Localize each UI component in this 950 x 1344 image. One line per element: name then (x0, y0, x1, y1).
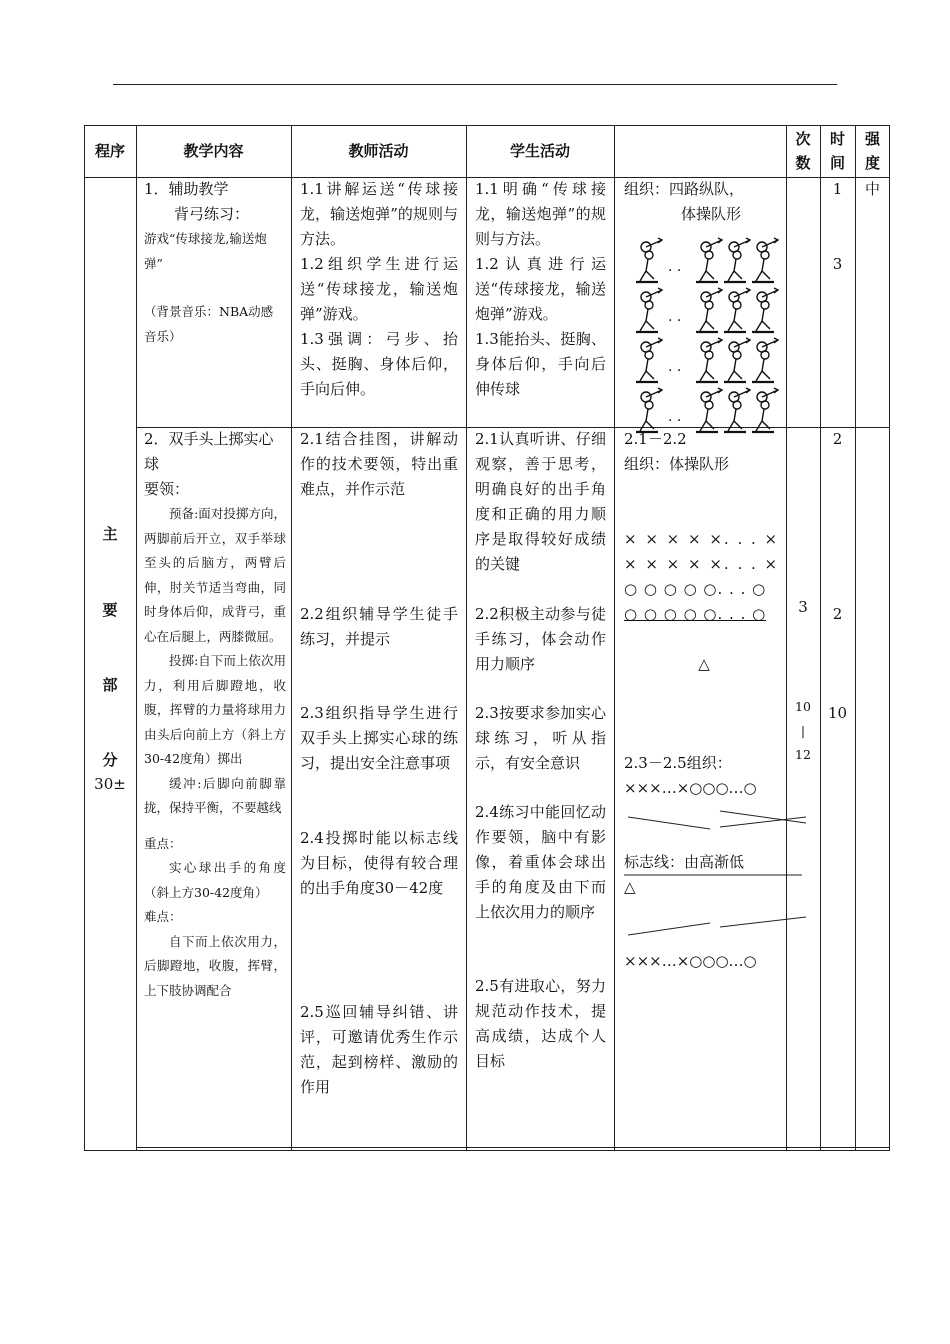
header-content: 教学内容 (183, 142, 244, 160)
row2-count-b: 10 (795, 699, 811, 714)
row2-student-5: 2.5有进取心，努力规范动作技术，提高成绩，达成个人目标 (475, 977, 606, 1070)
row1-org-title: 组织：四路纵队， (624, 180, 745, 198)
throw-line-row: ×××…×○○○…○ (624, 952, 757, 970)
o-row: ○ ○ ○ ○ ○. . . ○ (624, 580, 767, 598)
mark-lines-top (624, 805, 809, 845)
student-figure-icon (724, 288, 750, 332)
row2-student-1: 2.1认真听讲、仔细观察，善于思考，明确良好的出手角度和正确的用力顺序是取得较好成绩的关键 (475, 430, 606, 573)
row2-teacher-2: 2.2组织辅导学生徒手练习，并提示 (300, 605, 458, 648)
row2-throw: 投掷:自下而上依次用力，利用后脚蹬地，收腹，挥臂的力量将球用力由头后向前上方（斜上方30-42度角）掷出 (144, 653, 286, 766)
student-figure-icon (724, 388, 750, 432)
student-figure-icon (752, 288, 778, 332)
lesson-plan-table (84, 125, 890, 1151)
row2-title: 2．双手头上掷实心球 (144, 430, 274, 473)
row2-focus: 实心球出手的角度（斜上方30-42度角） (144, 860, 286, 900)
header-teacher: 教师活动 (348, 142, 409, 160)
row2-count-a: 3 (798, 598, 808, 616)
row2-teacher-4: 2.4投掷时能以标志线为目标，使得有较合理的出手角度30－42度 (300, 829, 458, 897)
row2-prep: 预备:面对投掷方向，两脚前后开立，双手举球至头的后脑方，两臂后伸，肘关节适当弯曲，同时身体后仰，成背弓，重心在后腿上，两膝微屈。 (144, 506, 286, 644)
student-figure-icon (636, 338, 662, 382)
header-intensity: 强度 (864, 130, 880, 172)
col-divider (855, 125, 856, 1151)
student-figure-icon (636, 388, 662, 432)
row2-student-2: 2.2积极主动参与徒手练习，体会动作用力顺序 (475, 605, 606, 673)
row2-teacher-5: 2.5巡回辅导纠错、讲评，可邀请优秀生作示范，起到榜样、激励的作用 (300, 1003, 458, 1096)
row1-teacher-item: 1.3强调：弓步、抬头、挺胸、身体后仰，手向后伸。 (300, 330, 458, 398)
mark-line-underline (624, 873, 804, 877)
row1-times: 1 (832, 180, 843, 198)
row2-count-sep: | (800, 723, 806, 738)
row1-title: 1．辅助教学 (144, 180, 229, 198)
section-char: 主 (102, 525, 118, 543)
row2-time-c: 10 (827, 704, 848, 722)
row2-org-title: 组织：体操队形 (624, 455, 730, 473)
row2-content (144, 427, 286, 1003)
x-row: × × × × ×. . . × (624, 530, 780, 548)
table-left-border (84, 125, 85, 1151)
student-figure-icon (636, 288, 662, 332)
student-figure-icon (752, 388, 778, 432)
row2-student-3: 2.3按要求参加实心球练习，听从指示，有安全意识 (475, 704, 606, 772)
o-row: ○ ○ ○ ○ ○. . . ○ (624, 605, 767, 623)
row2-time-b: 2 (832, 605, 843, 623)
header-rule (113, 84, 837, 85)
formation-ellipsis: . . (668, 359, 682, 375)
row2-buffer: 缓冲:后脚向前脚靠拢，保持平衡，不要越线 (144, 775, 286, 815)
row1-music: （背景音乐：NBA动感音乐） (144, 304, 274, 344)
student-figure-icon (696, 388, 722, 432)
row1-teacher-item: 1.1讲解运送“传球接龙，输送炮弹”的规则与方法。 (300, 180, 458, 248)
row1-sub: 背弓练习： (174, 205, 250, 223)
section-char: 部 (102, 676, 118, 694)
row1-student-item: 1.2认真进行运送“传球接龙，输送炮弹”游戏。 (475, 255, 606, 323)
col-divider (466, 125, 467, 1151)
row1-org-sub: 体操队形 (680, 205, 741, 223)
row2-focus-label: 重点： (144, 835, 182, 851)
header-time: 时间 (829, 130, 845, 172)
row1-teacher (300, 177, 458, 402)
mark-line-label: 标志线：由高渐低 (624, 853, 745, 871)
row1-game: 游戏“传球接龙,输送炮弹” (144, 231, 267, 271)
mark-lines-bottom (624, 913, 809, 943)
row2-difficulty: 自下而上依次用力，后脚蹬地，收腹，挥臂，上下肢协调配合 (144, 933, 286, 998)
table-right-border (889, 125, 890, 1151)
row2-difficulty-label: 难点： (144, 909, 182, 924)
student-figure-icon (696, 288, 722, 332)
row2-org-range: 2.1－2.2 (624, 430, 687, 448)
student-figure-icon (696, 338, 722, 382)
student-figure-icon (636, 238, 662, 282)
header-student: 学生活动 (509, 142, 570, 160)
teacher-triangle: △ (698, 655, 710, 673)
col-divider (136, 125, 137, 1151)
row1-student-item: 1.3能抬头、挺胸、身体后仰，手向后伸传球 (475, 330, 606, 398)
row2-student-4: 2.4练习中能回忆动作要领，脑中有影像，着重体会球出手的角度及由下而上依次用力的顺序 (475, 803, 606, 921)
row2-time-a: 2 (832, 430, 843, 448)
col-divider (786, 125, 787, 1151)
coach-triangle: △ (624, 878, 636, 896)
row2-teacher-1: 2.1结合挂图，讲解动作的技术要领，特出重难点，并作示范 (300, 430, 458, 498)
row2-teacher-3: 2.3组织指导学生进行双手头上掷实心球的练习，提出安全注意事项 (300, 704, 458, 772)
section-char: 要 (102, 601, 118, 619)
header-count: 次数 (795, 130, 811, 172)
formation-ellipsis: . . (668, 409, 682, 425)
student-figure-icon (752, 238, 778, 282)
row2-org2: 2.3－2.5组织： (624, 754, 732, 772)
student-figure-icon (752, 338, 778, 382)
student-figure-icon (724, 238, 750, 282)
formation-ellipsis: . . (668, 309, 682, 325)
table-top-border (84, 125, 890, 126)
col-divider (820, 125, 821, 1151)
row1-student-item: 1.1明确“传球接龙，输送炮弹”的规则与方法。 (475, 180, 606, 248)
section-char: 分 (102, 751, 118, 769)
row1-teacher-item: 1.2组织学生进行运送“传球接龙，输送炮弹”游戏。 (300, 255, 458, 323)
x-row: × × × × ×. . . × (624, 555, 780, 573)
row-divider (136, 1147, 890, 1148)
col-divider (291, 125, 292, 1151)
student-figure-icon (696, 238, 722, 282)
table-bottom-border (84, 1150, 890, 1151)
student-figure-icon (724, 338, 750, 382)
throw-line-row: ×××…×○○○…○ (624, 779, 757, 797)
formation-ellipsis: . . (668, 259, 682, 275)
row1-student (475, 177, 606, 402)
row1-times2: 3 (832, 255, 843, 273)
formation-figures (628, 233, 784, 429)
header-procedure: 程序 (94, 142, 125, 160)
row2-key-label: 要领： (144, 480, 190, 498)
row1-intensity: 中 (864, 180, 880, 198)
row1-content (144, 177, 284, 349)
col-divider (614, 125, 615, 1151)
row2-count-c: 12 (795, 747, 811, 762)
section-duration: 30± (94, 775, 126, 793)
